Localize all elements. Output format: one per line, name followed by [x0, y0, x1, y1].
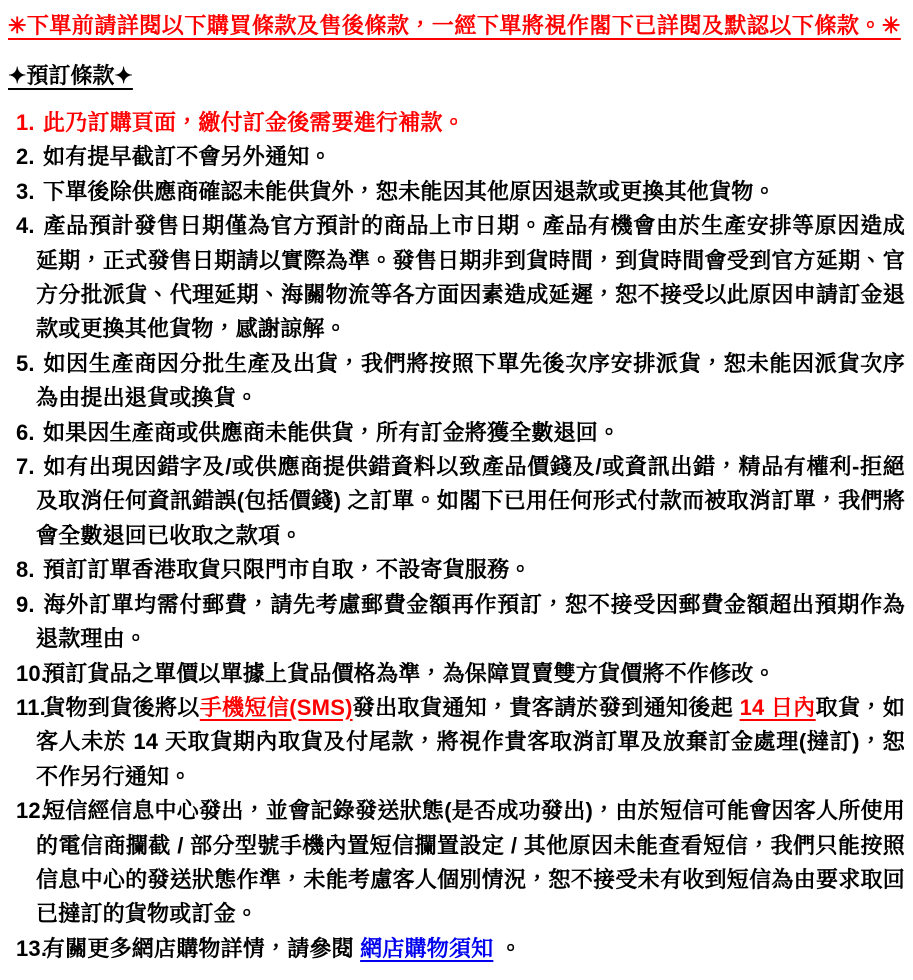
terms-list — [8, 106, 905, 966]
term-number: 11. — [16, 694, 46, 720]
term-number: 5. — [16, 350, 35, 376]
term-text: 下單後除供應商確認未能供貨外，恕未能因其他原因退款或更換其他貨物。 — [43, 178, 776, 204]
term-text: 。 — [493, 935, 522, 961]
term-text: 如因生產商因分批生產及出貨，我們將按照下單先後次序安排派貨，恕未能因派貨次序為由提出退貨或換貨。 — [36, 350, 905, 411]
purchase-notice-banner: ✳下單前請詳閱以下購買條款及售後條款，一經下單將視作閣下已詳閱及默認以下條款。✳ — [8, 13, 901, 38]
term-item-1 — [8, 106, 905, 140]
shop-guide-link[interactable]: 網店購物須知 — [360, 935, 494, 961]
term-text: 預訂貨品之單價以單據上貨品價格為準，為保障買賣雙方貨價將不作修改。 — [43, 660, 776, 686]
term-item-4 — [8, 209, 905, 347]
term-number: 4. — [16, 213, 35, 239]
term-number: 3. — [16, 178, 35, 204]
term-item-8 — [8, 553, 905, 587]
term-number: 12. — [16, 798, 48, 824]
term-number: 2. — [16, 144, 35, 170]
term-number: 10. — [16, 660, 48, 686]
term-item-2 — [8, 140, 905, 174]
term-number: 9. — [16, 591, 35, 617]
term-number: 7. — [16, 454, 35, 480]
term-number: 13. — [16, 935, 48, 961]
term-text: 預訂訂單香港取貨只限門市自取，不設寄貨服務。 — [43, 557, 532, 583]
term-text: 如有出現因錯字及/或供應商提供錯資料以致產品價錢及/或資訊出錯，精品有權利-拒絕及取消任何資訊錯誤(包括價錢) 之訂單。如閣下已用任何形式付款而被取消訂單，我們將會全數退回已收取之款項。 — [36, 454, 905, 548]
term-text: 產品預計發售日期僅為官方預計的商品上市日期。產品有機會由於生產安排等原因造成延期，正式發售日期請以實際為準。發售日期非到貨時間，到貨時間會受到官方延期、官方分批派貨、代理延期、海關物流等各方面因素造成延遲，恕不接受以此原因申請訂金退款或更換其他貨物，感謝諒解。 — [36, 213, 905, 342]
term-text: 貨物到貨後將以 — [43, 694, 200, 720]
term-item-10 — [8, 657, 905, 691]
section-title-preorder-terms: ✦預訂條款✦ — [8, 63, 133, 88]
term-number: 6. — [16, 419, 35, 445]
term-item-6 — [8, 416, 905, 450]
term-text: 有關更多網店購物詳情，請參閱 — [43, 935, 361, 961]
term-text: 取貨，如客人未於 14 天取貨期內取貨及付尾款，將視作貴客取消訂單及放棄訂金處理(撻訂)，恕不作另行通知。 — [36, 694, 905, 789]
term-text: 如有提早截訂不會另外通知。 — [43, 144, 332, 170]
term-text: 如果因生產商或供應商未能供貨，所有訂金將獲全數退回。 — [43, 419, 621, 445]
term-number: 1. — [16, 110, 35, 135]
term-text: 海外訂單均需付郵費，請先考慮郵費金額再作預訂，恕不接受因郵費金額超出預期作為退款理由。 — [36, 591, 905, 652]
pickup-deadline-highlight: 14 日內 — [739, 694, 816, 720]
term-item-12 — [8, 794, 905, 932]
term-text: 短信經信息中心發出，並會記錄發送狀態(是否成功發出)，由於短信可能會因客人所使用的電信商攔截 / 部分型號手機內置短信攔置設定 / 其他原因未能查看短信，我們只能按照信息中心的發送狀態作準，未能考慮客人個別情況，恕不接受未有收到短信為由要求取回已撻訂的貨物或訂金。 — [36, 798, 905, 927]
term-number: 8. — [16, 557, 35, 583]
term-item-7 — [8, 450, 905, 553]
term-item-13 — [8, 932, 905, 966]
sms-notice-highlight: 手機短信(SMS) — [199, 694, 353, 720]
term-item-3 — [8, 175, 905, 209]
term-item-9 — [8, 588, 905, 657]
term-item-5 — [8, 347, 905, 416]
term-text: 發出取貨通知，貴客請於發到通知後起 — [352, 694, 740, 720]
term-item-11 — [8, 691, 905, 794]
term-text: 此乃訂購頁面，繳付訂金後需要進行補款。 — [43, 110, 465, 135]
